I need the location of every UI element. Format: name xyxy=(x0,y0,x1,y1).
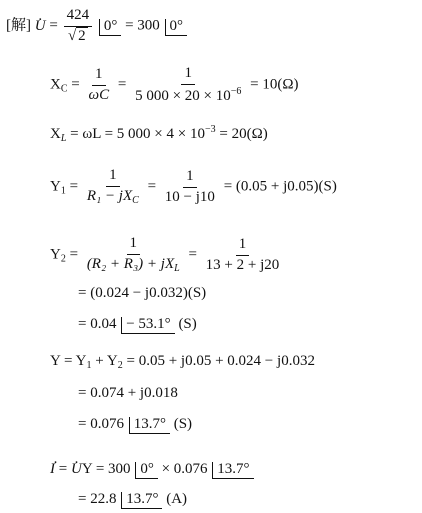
equation-y2-line2: = (0.024 − j0.032)(S) xyxy=(78,285,207,301)
solution-label: [解] xyxy=(6,17,31,34)
equation-y2: $Y_2$ = $\frac{1}{(R_2 + R_3) + jX_L}$ = $\frac{1}{13 + 2 + j20}$ xyxy=(50,235,280,274)
equation-y-line3: = 0.076 13.7° (S) xyxy=(78,416,193,432)
equation-y-total: $Y = Y_1 + Y_2 = 0.05 + j0.05 + 0.024 - j0.032$ xyxy=(50,353,315,371)
equation-y-line2: = 0.074 + j0.018 xyxy=(78,385,178,401)
voltage-symbol: . U xyxy=(35,19,46,34)
angle-phasor: 13.7° xyxy=(212,462,253,479)
angle-phasor: 0° xyxy=(135,462,158,479)
angle-phasor: 13.7° xyxy=(129,417,170,434)
equation-xc: $X_C$ = $\frac{1}{\omega C}$ = $\frac{1}{5 000 \times 20 \times 10^{-6}}$ = 10(Ω) xyxy=(50,65,299,104)
equation-voltage: [解] . U = $\frac{424}{√ 2}$ 0° = 300 0° xyxy=(6,8,187,45)
equation-y2-line3: = 0.04 − 53.1° (S) xyxy=(78,316,197,332)
angle-phasor: − 53.1° xyxy=(121,317,174,334)
equation-current: . I = . UY = 300 0° × 0.076 13.7° xyxy=(50,462,254,479)
equation-y1: $Y_1$ = $\frac{1}{R_1 - jX_C}$ = $\frac{1}{10 - j10}$ = (0.05 + j0.05)(S) xyxy=(50,167,337,206)
angle-phasor: 0° xyxy=(99,19,122,36)
equation-xl: $X_L = \omega L = 5$ $000 \times 4 \times 10^{-3} = 20(\Omega)$ xyxy=(50,124,268,144)
voltage-fraction: $\frac{424}{√ 2}$ xyxy=(64,8,93,45)
angle-phasor: 13.7° xyxy=(121,492,162,509)
angle-phasor: 0° xyxy=(165,19,188,36)
equation-current-line2: = 22.8 13.7° (A) xyxy=(78,491,188,507)
